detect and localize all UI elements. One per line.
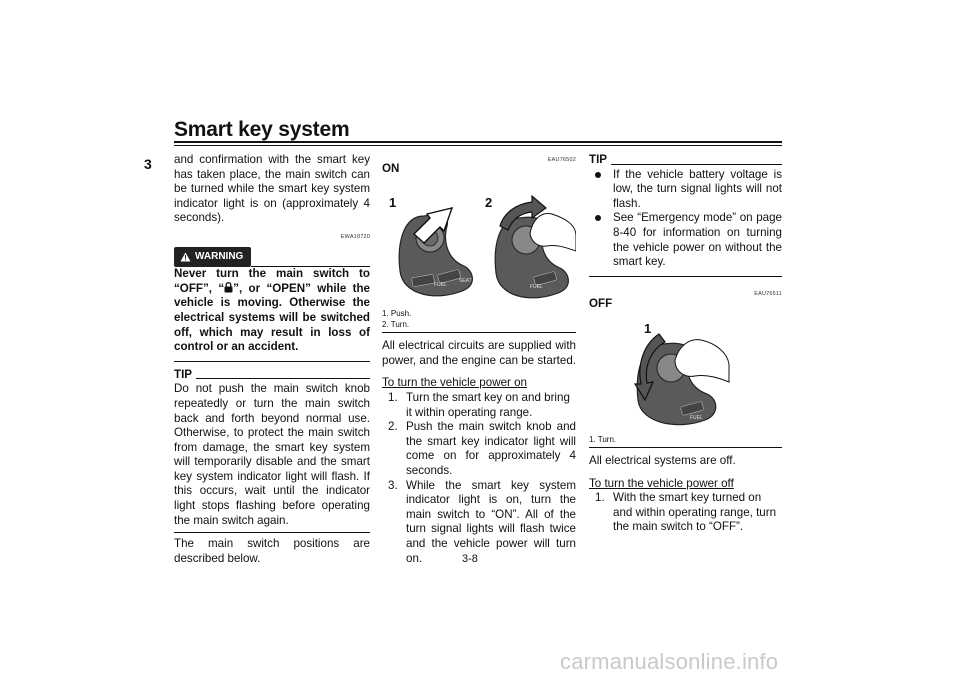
warning-code: EWA18720 [340,233,370,240]
page-title: Smart key system [174,118,350,141]
page-number: 3-8 [462,553,478,565]
procedure-list-off [589,491,782,535]
list-item: 2. Push the main switch knob and the smart key indicator light will come on for approximately 4 seconds. [388,420,576,477]
procedure-title-off: To turn the vehicle power off [589,476,734,490]
bullet-icon [595,215,601,221]
tip-bullets [589,168,782,270]
chapter-tab: 3 [144,156,152,172]
list-item: 3. While the smart key system indicator light is on, turn the main switch to “ON”. All of the turn signal lights will flash twice and the vehicle power will turn on. [388,478,576,565]
caption-turn: 2. Turn. [382,320,410,330]
list-item: If the vehicle battery voltage is low, the turn signal lights will not flash. [589,168,782,212]
heading-off: OFF [589,297,613,311]
list-item: 1. With the smart key turned on and within operating range, turn the main switch to “OFF”. [595,491,777,534]
list-item: 1. Turn the smart key on and bring it within operating range. [388,390,570,419]
tip-header-2 [589,153,782,168]
tip-header [174,368,370,383]
main-switch-illustration [382,176,576,308]
main-switch-off-illustration [589,312,782,434]
bullet-icon [595,172,601,178]
on-description: All electrical circuits are supplied with power, and the engine can be started. [382,339,577,367]
tip-label: TIP [174,367,193,381]
figure-off: 1 FUEL [589,312,782,434]
intro-paragraph: and confirmation with the smart key has taken place, the main switch can be turned while the smart key system indicator light is on (approximately 4 seconds). [174,153,370,225]
figure-label-1: 1 [644,320,652,336]
column-3 [589,153,782,535]
warning-triangle-icon [180,252,191,262]
figure-label-1: 1 [389,195,397,211]
warning-text: Never turn the main switch to “OFF”, “ ”, or “OPEN” while the vehicle is moving. Otherwise the electrical systems will be switched off, which may result in loss of control or an accident. [174,267,371,354]
section-code-on: EAU76502 [547,157,576,163]
footer-watermark: carmanualsonline.info [560,649,779,674]
header-rule [174,141,782,143]
tip-label-2: TIP [589,153,608,166]
column-1 [174,153,370,566]
tip-text: Do not push the main switch knob repeatedly or turn the main switch back and forth beyond normal use. Otherwise, to protect the main switch from damage, the smart key system will temporarily disable and the smart key system indicator light will flash. If this occurs, wait until the indicator light stops flashing before operating the main switch again. [174,382,370,527]
lock-icon [224,282,233,293]
column-2 [382,153,576,566]
warning-label: WARNING [195,250,244,262]
caption-turn-off: 1. Turn. [589,434,617,444]
caption-push: 1. Push. [382,309,412,319]
heading-on: ON [382,161,400,175]
procedure-list-on [382,391,576,566]
off-description: All electrical systems are off. [589,453,736,467]
figure-label-2: 2 [485,195,493,211]
closing-paragraph: The main switch positions are described below. [174,537,370,565]
header-rule-thin [174,145,782,146]
figure-on: 1 2 FUEL SEAT FUEL [382,176,576,308]
warning-header [174,247,370,268]
warning-badge [174,247,251,268]
section-code-off: EAU76511 [754,290,782,297]
list-item: See “Emergency mode” on page 8-40 for information on turning the vehicle power on without the smart key. [589,211,782,269]
procedure-title-on: To turn the vehicle power on [382,376,528,390]
